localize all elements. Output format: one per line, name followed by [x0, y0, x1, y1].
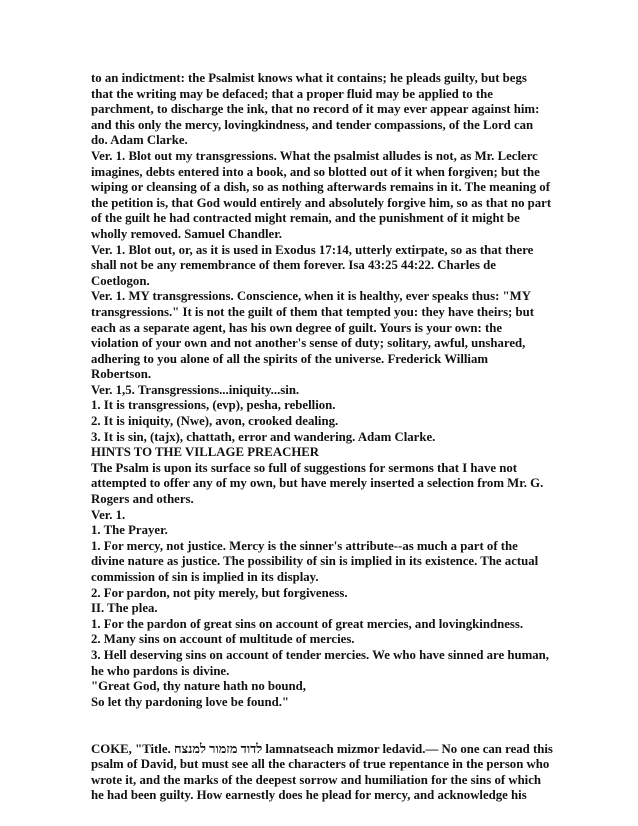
text-line: imagines, debts entered into a book, and so blotted out of it when forgiven; but the — [91, 164, 540, 179]
text-line: Rogers and others. — [91, 492, 194, 507]
text-line: that the writing may be defaced; that a proper fluid may be applied to the — [91, 86, 493, 101]
text-line: each as a separate agent, has his own degree of guilt. Yours is your own: the — [91, 320, 503, 335]
text-line: 1. It is transgressions, (evp), pesha, rebellion. — [91, 398, 336, 413]
text-line: So let thy pardoning love be found." — [91, 694, 290, 709]
coke-commentary-block — [91, 742, 551, 804]
text-line: Ver. 1. MY transgressions. Conscience, when it is healthy, ever speaks thus: "MY — [91, 289, 531, 304]
text-line: he had been guilty. How earnestly does he plead for mercy, and acknowledge his — [91, 788, 527, 803]
text-line: 1. For the pardon of great sins on account of great mercies, and lovingkindness. — [91, 616, 524, 631]
text-line: II. The plea. — [91, 601, 158, 616]
text-line: Ver. 1. Blot out, or, as it is used in Exodus 17:14, utterly extirpate, so as that there — [91, 242, 534, 257]
text-line: psalm of David, but must see all the characters of true repentance in the person who — [91, 757, 550, 772]
text-line: Coetlogon. — [91, 273, 150, 288]
text-line: wholly removed. Samuel Chandler. — [91, 226, 282, 241]
text-line: commission of sin is implied in its display. — [91, 570, 319, 584]
text-line: adhering to you alone of all the spirits of the universe. Frederick William — [91, 351, 489, 366]
text-line: COKE, "Title. לדוד מזמור למנצח lamnatseach mizmor ledavid.— No one can read this — [91, 741, 553, 756]
text-line: "Great God, thy nature hath no bound, — [91, 679, 306, 694]
text-line: Ver. 1. Blot out my transgressions. What the psalmist alludes is not, as Mr. Leclerc — [91, 148, 538, 163]
text-line: parchment, to discharge the ink, that no record of it may ever appear against him: — [91, 102, 540, 117]
text-line: Robertson. — [91, 367, 152, 382]
paragraph-gap — [91, 710, 551, 726]
text-line: 1. The Prayer. — [91, 523, 168, 538]
text-line: to an indictment: the Psalmist knows what it contains; he pleads guilty, but begs — [91, 71, 527, 85]
text-line: HINTS TO THE VILLAGE PREACHER — [91, 445, 320, 460]
paragraph-gap-2 — [91, 726, 551, 742]
text-line: wrote it, and the marks of the deepest sorrow and humiliation for the sins of which — [91, 772, 542, 787]
text-line: attempted to offer any of my own, but have merely inserted a selection from Mr. G. — [91, 476, 544, 491]
text-line: 2. For pardon, not pity merely, but forgiveness. — [91, 585, 348, 600]
text-line: 2. It is iniquity, (Nwe), avon, crooked dealing. — [91, 414, 339, 429]
text-line: and this only the mercy, lovingkindness, and tender compassions, of the Lord can — [91, 117, 534, 132]
text-line: Ver. 1. — [91, 507, 126, 522]
text-line: do. Adam Clarke. — [91, 133, 188, 148]
text-line: Ver. 1,5. Transgressions...iniquity...sin. — [91, 382, 300, 397]
text-line: 1. For mercy, not justice. Mercy is the sinner's attribute--as much a part of the — [91, 538, 518, 553]
text-line: divine nature as justice. The possibility of sin is implied in its existence. The actual — [91, 554, 539, 569]
text-line: he who pardons is divine. — [91, 663, 230, 678]
text-line: 2. Many sins on account of multitude of mercies. — [91, 632, 355, 647]
text-line: violation of your own and not another's sense of duty; solitary, awful, unshared, — [91, 336, 526, 351]
text-line: wiping or cleansing of a dish, so as nothing afterwards remains in it. The meaning of — [91, 180, 550, 195]
text-line: transgressions." It is not the guilt of them that tempted you: they have theirs; but — [91, 304, 535, 319]
text-line: shall not be any remembrance of them forever. Isa 43:25 44:22. Charles de — [91, 258, 496, 273]
text-line: 3. It is sin, (tajx), chattath, error and wandering. Adam Clarke. — [91, 429, 436, 444]
text-line: the petition is, that God would entirely and absolutely forgive him, so as that no part — [91, 195, 552, 210]
document-page — [91, 71, 551, 804]
text-line: The Psalm is upon its surface so full of suggestions for sermons that I have not — [91, 460, 517, 475]
text-line: of the guilt he had contracted might remain, and the punishment of it might be — [91, 211, 520, 226]
text-line: 3. Hell deserving sins on account of tender mercies. We who have sinned are human, — [91, 647, 549, 662]
commentary-text-block — [91, 71, 551, 710]
